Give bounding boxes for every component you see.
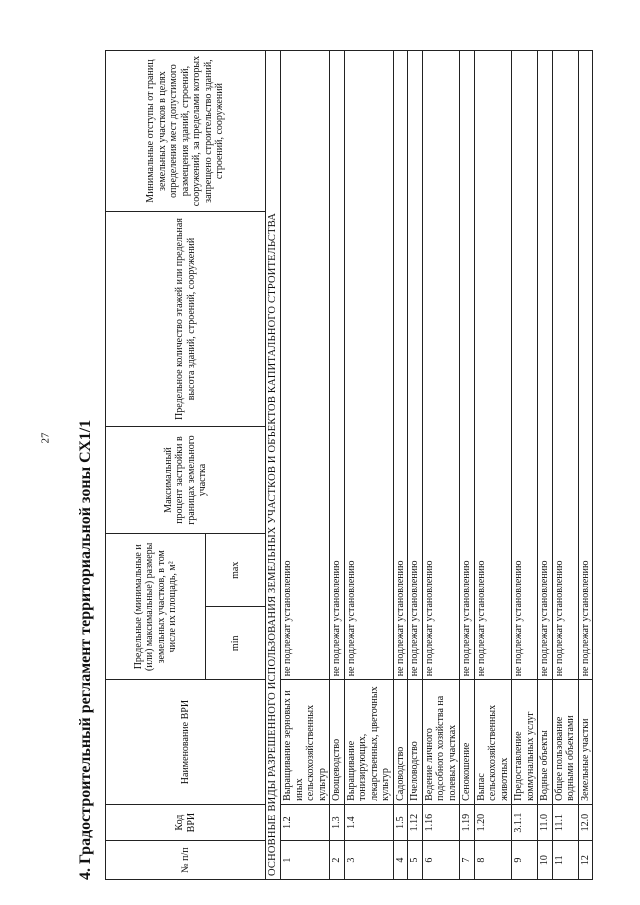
row-name: Сенокошение xyxy=(460,680,475,805)
row-name: Садоводство xyxy=(393,680,408,805)
regulation-table xyxy=(105,50,593,880)
table-row xyxy=(460,51,475,880)
row-code: 1.16 xyxy=(422,804,460,841)
rotated-page-content xyxy=(75,50,591,880)
row-code: 1.5 xyxy=(393,804,408,841)
header-area-group: Предельные (минимальные и (или) максимальные) размеры земельных участков, в том числе их площадь, м² xyxy=(106,534,206,680)
table-row xyxy=(512,51,538,880)
row-code: 12.0 xyxy=(578,804,593,841)
row-number: 10 xyxy=(538,841,553,880)
row-number: 12 xyxy=(578,841,593,880)
row-value: не подлежат установлению xyxy=(512,51,538,680)
row-number: 7 xyxy=(460,841,475,880)
row-code: 1.19 xyxy=(460,804,475,841)
row-name: Земельные участки xyxy=(578,680,593,805)
row-number: 2 xyxy=(330,841,345,880)
row-code: 1.2 xyxy=(281,804,330,841)
row-code: 1.20 xyxy=(474,804,512,841)
row-number: 11 xyxy=(552,841,578,880)
row-code: 11.0 xyxy=(538,804,553,841)
row-name: Выращивание тонизирующих, лекарственных, цветочных культур xyxy=(344,680,393,805)
table-row xyxy=(552,51,578,880)
row-number: 5 xyxy=(408,841,423,880)
row-value: не подлежат установлению xyxy=(281,51,330,680)
table-row xyxy=(330,51,345,880)
table-row xyxy=(281,51,330,880)
row-number: 8 xyxy=(474,841,512,880)
row-name: Выпас сельскохозяйственных животных xyxy=(474,680,512,805)
row-number: 1 xyxy=(281,841,330,880)
row-number: 4 xyxy=(393,841,408,880)
table-row xyxy=(422,51,460,880)
row-name: Предоставление коммунальных услуг xyxy=(512,680,538,805)
row-code: 3.1.1 xyxy=(512,804,538,841)
row-name: Овощеводство xyxy=(330,680,345,805)
row-code: 1.3 xyxy=(330,804,345,841)
row-value: не подлежат установлению xyxy=(408,51,423,680)
header-floors: Предельное количество этажей или предельная высота зданий, строений, сооружений xyxy=(106,212,266,427)
row-name: Общее пользование водными объектами xyxy=(552,680,578,805)
table-row xyxy=(538,51,553,880)
row-code: 1.4 xyxy=(344,804,393,841)
header-percent: Максимальный процент застройки в границах земельного участка xyxy=(106,426,266,533)
header-min: min xyxy=(206,607,266,680)
section-label: ОСНОВНЫЕ ВИДЫ РАЗРЕШЕННОГО ИСПОЛЬЗОВАНИЯ ЗЕМЕЛЬНЫХ УЧАСТКОВ И ОБЪЕКТОВ КАПИТАЛЬНОГО СТРОИТЕЛЬСТВА xyxy=(266,51,281,880)
header-name: Наименование ВРИ xyxy=(106,680,266,805)
table-row xyxy=(578,51,593,880)
row-value: не подлежат установлению xyxy=(474,51,512,680)
row-number: 9 xyxy=(512,841,538,880)
row-value: не подлежат установлению xyxy=(344,51,393,680)
row-number: 6 xyxy=(422,841,460,880)
row-value: не подлежат установлению xyxy=(422,51,460,680)
header-setbacks: Минимальные отступы от границ земельных участков в целях определения мест допустимого размещения зданий, строений, сооружений, за пределами которых запрещено строительство зданий, строений, сооружений xyxy=(106,51,266,212)
row-number: 3 xyxy=(344,841,393,880)
row-value: не подлежат установлению xyxy=(460,51,475,680)
row-name: Водные объекты xyxy=(538,680,553,805)
row-name: Пчеловодство xyxy=(408,680,423,805)
row-value: не подлежат установлению xyxy=(538,51,553,680)
page-title: 4. Градостроительный регламент территориальной зоны СХ1/1 xyxy=(77,419,94,880)
table-row xyxy=(408,51,423,880)
table-row xyxy=(344,51,393,880)
row-code: 11.1 xyxy=(552,804,578,841)
table-row xyxy=(393,51,408,880)
page-number: 27 xyxy=(39,432,52,444)
row-value: не подлежат установлению xyxy=(393,51,408,680)
row-value: не подлежат установлению xyxy=(578,51,593,680)
row-code: 1.12 xyxy=(408,804,423,841)
row-value: не подлежат установлению xyxy=(552,51,578,680)
table-row xyxy=(474,51,512,880)
row-value: не подлежат установлению xyxy=(330,51,345,680)
header-code: Код ВРИ xyxy=(106,804,266,841)
header-max: max xyxy=(206,534,266,607)
section-row xyxy=(266,51,281,880)
header-num: № п/п xyxy=(106,841,266,880)
row-name: Выращивание зерновых и иных сельскохозяйственных культур xyxy=(281,680,330,805)
row-name: Ведение личного подсобного хозяйства на полевых участках xyxy=(422,680,460,805)
